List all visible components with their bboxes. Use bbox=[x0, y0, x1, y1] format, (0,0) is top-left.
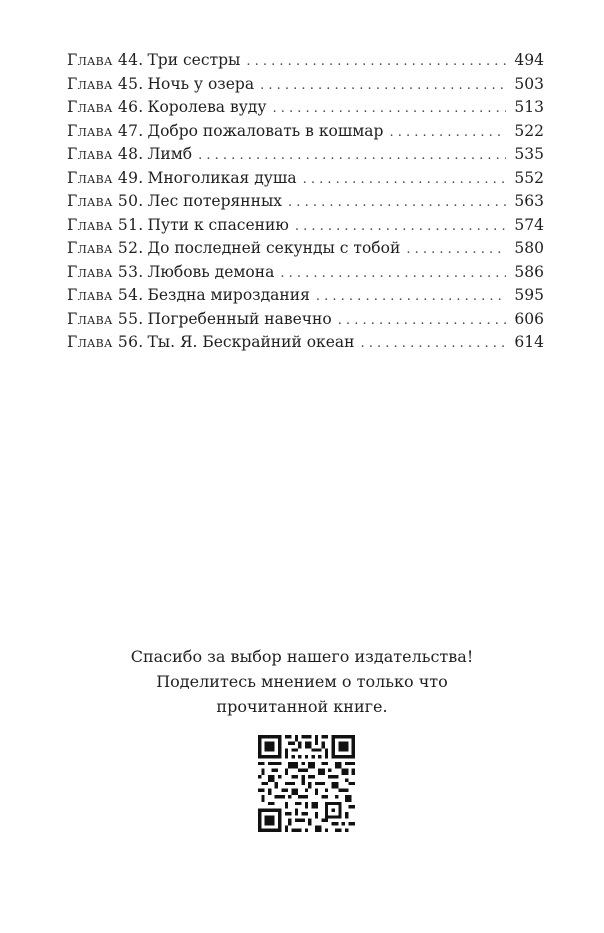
toc-page-number: 595 bbox=[514, 286, 544, 304]
toc-dot-leader bbox=[406, 238, 506, 262]
thank-you-note bbox=[0, 644, 604, 719]
toc-entry[interactable] bbox=[67, 237, 544, 261]
toc-chapter-number: Глава 50. bbox=[67, 192, 144, 210]
toc-chapter-title: Многоликая душа bbox=[147, 168, 297, 187]
toc-entry[interactable] bbox=[67, 49, 544, 73]
toc-dot-leader bbox=[272, 97, 506, 121]
toc-chapter-title: Ночь у озера bbox=[147, 74, 255, 93]
toc-chapter-number: Глава 44. bbox=[67, 51, 144, 69]
toc-page-number: 586 bbox=[514, 262, 544, 281]
toc-entry[interactable] bbox=[67, 261, 544, 285]
toc-chapter-title: Бездна мироздания bbox=[147, 286, 310, 304]
toc-page-number: 614 bbox=[514, 333, 544, 351]
toc-dot-leader bbox=[303, 168, 506, 192]
toc-chapter-number: Глава 48. bbox=[67, 145, 144, 163]
toc-dot-leader bbox=[260, 74, 506, 98]
toc-dot-leader bbox=[246, 50, 506, 74]
toc-chapter-title: До последней секунды с тобой bbox=[147, 239, 401, 257]
toc-dot-leader bbox=[338, 309, 506, 333]
toc-chapter-title: Ты. Я. Бескрайний океан bbox=[147, 333, 355, 351]
toc-page-number: 513 bbox=[514, 98, 544, 116]
thank-you-line-3: прочитанной книге. bbox=[216, 697, 388, 716]
qr-code-icon[interactable] bbox=[258, 735, 355, 832]
thank-you-line-1: Спасибо за выбор нашего издательства! bbox=[130, 647, 474, 666]
toc-chapter-number: Глава 47. bbox=[67, 121, 144, 140]
toc-page-number: 503 bbox=[514, 74, 544, 93]
toc-chapter-number: Глава 46. bbox=[67, 98, 144, 116]
toc-chapter-number: Глава 49. bbox=[67, 168, 144, 187]
toc-page-number: 580 bbox=[514, 239, 544, 257]
toc-entry[interactable] bbox=[67, 284, 544, 308]
toc-page-number: 574 bbox=[514, 215, 544, 234]
table-of-contents bbox=[67, 49, 544, 355]
toc-chapter-title: Лес потерянных bbox=[147, 192, 283, 210]
toc-dot-leader bbox=[295, 215, 506, 239]
toc-entry[interactable] bbox=[67, 331, 544, 355]
toc-dot-leader bbox=[389, 121, 506, 145]
toc-entry[interactable] bbox=[67, 214, 544, 238]
toc-dot-leader bbox=[288, 191, 506, 215]
toc-entry[interactable] bbox=[67, 167, 544, 191]
toc-chapter-title: Королева вуду bbox=[147, 98, 267, 116]
toc-dot-leader bbox=[316, 285, 506, 309]
toc-chapter-number: Глава 45. bbox=[67, 74, 144, 93]
toc-chapter-title: Три сестры bbox=[147, 51, 241, 69]
toc-page-number: 606 bbox=[514, 309, 544, 328]
toc-entry[interactable] bbox=[67, 143, 544, 167]
toc-chapter-title: Пути к спасению bbox=[147, 215, 289, 234]
toc-dot-leader bbox=[280, 262, 506, 286]
toc-entry[interactable] bbox=[67, 120, 544, 144]
toc-chapter-number: Глава 51. bbox=[67, 215, 144, 234]
toc-chapter-title: Лимб bbox=[147, 145, 193, 163]
toc-entry[interactable] bbox=[67, 308, 544, 332]
toc-chapter-title: Любовь демона bbox=[147, 262, 275, 281]
toc-entry[interactable] bbox=[67, 96, 544, 120]
toc-chapter-number: Глава 54. bbox=[67, 286, 144, 304]
toc-page-number: 552 bbox=[514, 168, 544, 187]
toc-dot-leader bbox=[360, 332, 506, 356]
toc-chapter-number: Глава 53. bbox=[67, 262, 144, 281]
thank-you-line-2: Поделитесь мнением о только что bbox=[156, 672, 448, 691]
toc-page-number: 494 bbox=[514, 51, 544, 69]
toc-entry[interactable] bbox=[67, 190, 544, 214]
toc-page-number: 563 bbox=[514, 192, 544, 210]
toc-chapter-number: Глава 52. bbox=[67, 239, 144, 257]
toc-chapter-title: Добро пожаловать в кошмар bbox=[147, 121, 384, 140]
toc-dot-leader bbox=[198, 144, 506, 168]
toc-chapter-number: Глава 55. bbox=[67, 309, 144, 328]
toc-page-number: 522 bbox=[514, 121, 544, 140]
toc-page-number: 535 bbox=[514, 145, 544, 163]
toc-chapter-title: Погребенный навечно bbox=[147, 309, 332, 328]
toc-chapter-number: Глава 56. bbox=[67, 333, 144, 351]
toc-entry[interactable] bbox=[67, 73, 544, 97]
